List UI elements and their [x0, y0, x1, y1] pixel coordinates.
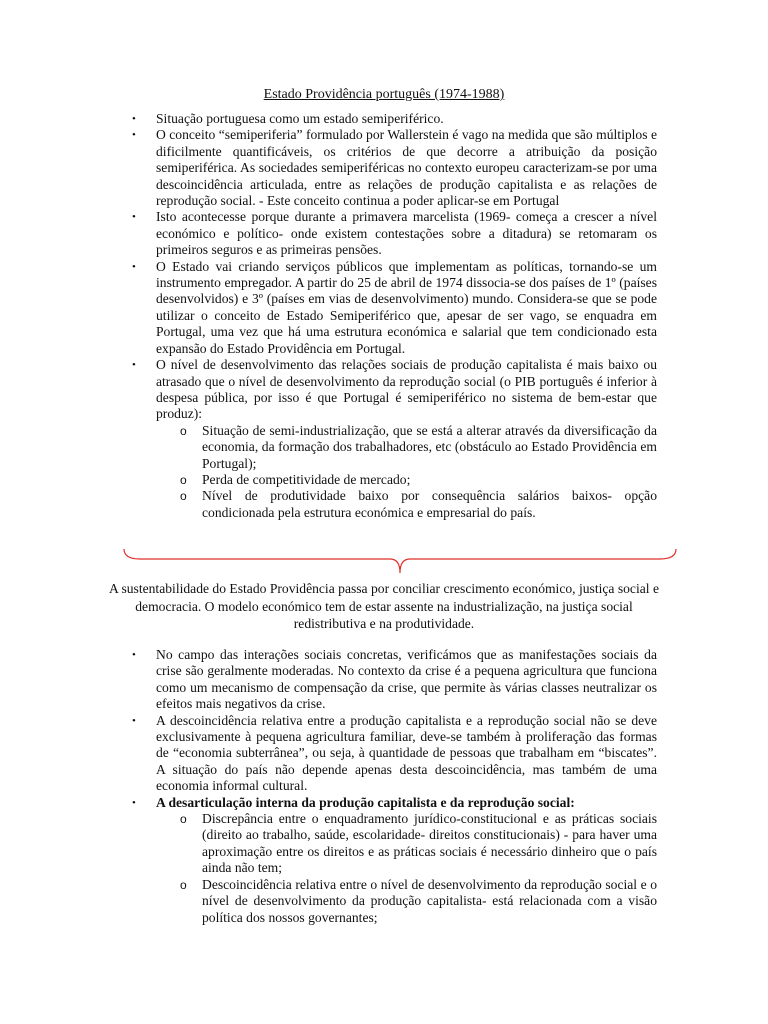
list-item [132, 111, 657, 127]
list-item-text: Situação portuguesa como um estado semiperiférico. [156, 111, 444, 126]
list-item [132, 127, 657, 209]
document-title: Estado Providência português (1974-1988) [263, 87, 505, 102]
sub-list-item-text: Discrepância entre o enquadramento jurídico-constitucional e as práticas sociais (direito ao trabalho, saúde, escolaridade- direitos constitucionais) - para haver uma aproximação entre os direitos e as práticas sociais é necessário dinheiro que o país ainda não tem; [202, 811, 657, 876]
list-item-text: O conceito “semiperiferia” formulado por Wallerstein é vago na medida que são múltiplos e dificilmente quantificáveis, os critérios de que decorre a atribuição da posição semiperiférica. As sociedades semiperiféricas no contexto europeu caracterizam-se por uma descoincidência articulada, entre as relações de produção capitalista e as relações de reprodução social. - Este conceito continua a poder aplicar-se em Portugal [156, 127, 657, 209]
bullet-list-section-2 [132, 647, 657, 926]
bullet-icon: • [132, 649, 136, 661]
sub-list-item-text: Situação de semi-industrialização, que se está a alterar através da diversificação da economia, da formação dos trabalhadores, etc (obstáculo ao Estado Providência em Portugal); [202, 422, 657, 471]
list-item [132, 647, 657, 713]
sub-list-item-text: Descoincidência relativa entre o nível de desenvolvimento da reprodução social e o nível de desenvolvimento da produção capitalista- está relacionada com a visão política dos nossos governantes; [202, 876, 657, 925]
sub-list-item [180, 876, 657, 926]
list-item [132, 712, 657, 795]
list-item-text: O Estado vai criando serviços públicos que implementam as políticas, tornando-se um instrumento empregador. A partir do 25 de abril de 1974 dissocia-se dos países de 1º (países desenvolvidos) e 3º (países em vias de desenvolvimento) mundo. Considera-se que se pode utilizar o conceito de Estado Semiperiférico que, apesar de ser vago, se enquadra em Portugal, uma vez que há uma estrutura económica e salarial que tem condicionado esta expansão do Estado Providência em Portugal. [156, 258, 657, 356]
sub-list [156, 811, 657, 926]
list-item-text: A desarticulação interna da produção capitalista e da reprodução social: [156, 794, 575, 810]
bullet-icon: • [132, 211, 136, 224]
bullet-list-section-1 [132, 111, 657, 521]
list-item [132, 357, 657, 521]
summary-paragraph: A sustentabilidade do Estado Providência passa por conciliar crescimento económico, justiça social e democracia. O modelo económico tem de estar assente na industrialização, na justiça social redistributiva e na produtividade. [108, 581, 659, 631]
curly-brace-divider [120, 545, 680, 577]
list-item-text: No campo das interações sociais concretas, verificámos que as manifestações sociais da crise são geralmente moderadas. No contexto da crise é a pequena agricultura que funciona como um mecanismo de compensação da crise, que permite às várias classes neutralizar os efeitos mais negativos da crise. [156, 647, 657, 712]
circle-bullet-icon: o [180, 423, 187, 438]
bullet-icon: • [132, 714, 136, 727]
sub-list-item [180, 811, 657, 877]
circle-bullet-icon: o [180, 472, 187, 487]
list-item-text: O nível de desenvolvimento das relações sociais de produção capitalista é mais baixo ou atrasado que o nível de desenvolvimento da reprodução social (o PIB português é inferior à despesa pública, por isso é que Portugal é semiperiférico no sistema de bem-estar que produz): [156, 357, 657, 422]
sub-list-item-text: Nível de produtividade baixo por consequência salários baixos- opção condicionada pela estrutura económica e empresarial do país. [202, 488, 657, 520]
bullet-icon: • [132, 260, 136, 273]
sub-list [156, 423, 657, 521]
bullet-icon: • [132, 113, 136, 125]
bullet-icon: • [132, 796, 136, 809]
list-item-text: Isto acontecesse porque durante a primavera marcelista (1969- começa a crescer a nível económico e político- onde existem contestações sobre a ditadura) se retomaram os primeiros seguros e as primeiras pensões. [156, 209, 657, 258]
bullet-icon: • [132, 359, 136, 372]
list-item [132, 794, 657, 926]
sub-list-item-text: Perda de competitividade de mercado; [202, 471, 411, 487]
sub-list-item [180, 471, 657, 488]
list-item [132, 209, 657, 258]
circle-bullet-icon: o [180, 489, 187, 504]
circle-bullet-icon: o [180, 877, 187, 892]
circle-bullet-icon: o [180, 812, 187, 827]
sub-list-item [180, 422, 657, 472]
sub-list-item [180, 488, 657, 521]
list-item [132, 258, 657, 357]
bullet-icon: • [132, 129, 136, 142]
list-item-text: A descoincidência relativa entre a produção capitalista e a reprodução social não se deve exclusivamente à pequena agricultura familiar, deve-se também à proliferação das formas de “economia subterrânea”, ou seja, à quantidade de pessoas que trabalham em “biscates”. A situação do país não depende apenas desta descoincidência, mas também de uma economia informal cultural. [156, 712, 657, 794]
